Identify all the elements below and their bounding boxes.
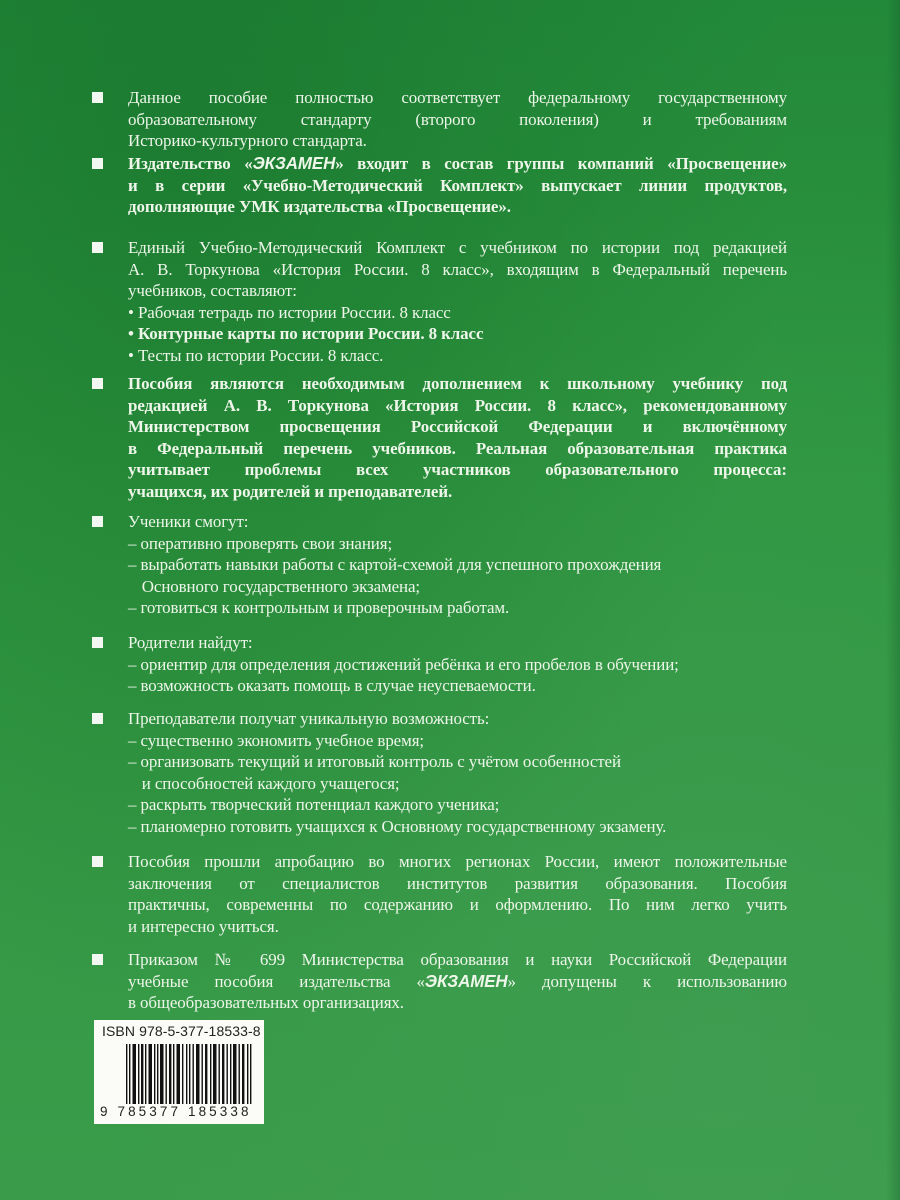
text-line: Пособия прошли апробацию во многих регионах России, имеют положительные (128, 852, 787, 871)
text-line: редакцией А. В. Торкунова «История России. 8 класс», рекомендованному (128, 395, 787, 415)
text-line: дополняющие УМК издательства «Просвещение». (128, 197, 511, 216)
text-line: учебников, составляют: (128, 281, 297, 300)
text-line: учащихся, их родителей и преподавателей. (128, 481, 453, 501)
text-line: Пособия являются необходимым дополнением к школьному учебнику под (128, 374, 787, 393)
block-supplement (92, 373, 797, 502)
list-item: • Тесты по истории России. 8 класс. (128, 345, 384, 365)
list-item: – оперативно проверять свои знания; (128, 533, 393, 553)
text-line: в Федеральный перечень учебников. Реальная образовательная практика (128, 438, 787, 458)
text-fragment: Издательство « (128, 154, 253, 173)
text-line: практичны, современны по содержанию и оформлению. По ним легко учить (128, 895, 787, 914)
barcode-number: 9 785377 185338 (100, 1104, 252, 1119)
list-item: – ориентир для определения достижений ребёнка и его пробелов в обучении; (128, 654, 679, 674)
square-bullet-icon (92, 516, 103, 527)
text-fragment: » входит в состав группы компаний «Просвещение» (335, 154, 787, 173)
list-item: – существенно экономить учебное время; (128, 730, 425, 750)
text-fragment: учебные пособия издательства « (128, 971, 425, 991)
block-parents (92, 632, 797, 697)
text-fragment: » допущены к использованию (507, 971, 787, 991)
brand-name: ЭКЗАМЕН (252, 153, 336, 173)
block-order (92, 949, 797, 1014)
text-line: Единый Учебно-Методический Комплект с учебником по истории под редакцией (128, 238, 787, 257)
block-standard (92, 87, 797, 152)
text-line: Приказом № 699 Министерства образования и науки Российской Федерации (128, 950, 787, 969)
isbn-label: ISBN 978-5-377-18533-8 (102, 1023, 261, 1039)
block-heading: Ученики смогут: (128, 512, 249, 531)
list-item: • Контурные карты по истории России. 8 класс (128, 324, 484, 343)
block-heading: Преподаватели получат уникальную возможность: (128, 709, 490, 728)
cover-edge-shadow (886, 0, 900, 1200)
isbn-barcode-box (94, 1020, 264, 1124)
text-line: и в серии «Учебно-Методический Комплект» выпускает линии продуктов, (128, 175, 787, 195)
text-line (128, 971, 787, 993)
list-item: – готовиться к контрольным и проверочным работам. (128, 598, 510, 617)
text-line: учитывает проблемы всех участников образовательного процесса: (128, 460, 787, 479)
block-supplement-text (128, 373, 787, 502)
list-item: – раскрыть творческий потенциал каждого ученика; (128, 795, 500, 814)
text-line: образовательному стандарту (второго поколения) и требованиям (128, 109, 787, 129)
brand-name: ЭКЗАМЕН (424, 970, 508, 991)
block-parents-text (128, 632, 787, 697)
block-teachers (92, 708, 797, 837)
square-bullet-icon (92, 713, 103, 724)
list-item: – организовать текущий и итоговый контроль с учётом особенностей (128, 752, 621, 771)
text-line: Историко-культурного стандарта. (128, 131, 367, 150)
block-teachers-text (128, 708, 787, 837)
list-item: • Рабочая тетрадь по истории России. 8 класс (128, 302, 451, 322)
block-umk-text (128, 237, 787, 366)
list-item: и способностей каждого учащегося; (141, 773, 400, 793)
block-approbation-text (128, 851, 787, 937)
block-publisher (92, 153, 797, 218)
text-line: и интересно учиться. (128, 916, 279, 936)
block-heading: Родители найдут: (128, 633, 253, 652)
square-bullet-icon (92, 158, 103, 169)
text-line: А. В. Торкунова «История России. 8 класс», входящим в Федеральный перечень (128, 259, 787, 279)
text-line: Данное пособие полностью соответствует федеральному государственному (128, 88, 787, 107)
block-approbation (92, 851, 797, 937)
text-line: в общеобразовательных организациях. (128, 993, 404, 1012)
block-publisher-text (128, 153, 787, 218)
square-bullet-icon (92, 954, 103, 965)
square-bullet-icon (92, 242, 103, 253)
list-item: – планомерно готовить учащихся к Основному государственному экзамену. (128, 816, 667, 836)
block-umk (92, 237, 797, 366)
text-line (128, 153, 787, 175)
list-item: Основного государственного экзамена; (141, 576, 421, 596)
list-item: – выработать навыки работы с картой-схемой для успешного прохождения (128, 555, 662, 574)
block-standard-text (128, 87, 787, 152)
list-item: – возможность оказать помощь в случае неуспеваемости. (128, 676, 536, 695)
square-bullet-icon (92, 378, 103, 389)
block-students-text (128, 511, 787, 619)
text-line: заключения от специалистов институтов развития образования. Пособия (128, 873, 787, 893)
block-order-text (128, 949, 787, 1014)
text-line: Министерством просвещения Российской Федерации и включённому (128, 417, 787, 436)
block-students (92, 511, 797, 619)
square-bullet-icon (92, 92, 103, 103)
barcode-digits (100, 1104, 252, 1119)
square-bullet-icon (92, 637, 103, 648)
square-bullet-icon (92, 856, 103, 867)
